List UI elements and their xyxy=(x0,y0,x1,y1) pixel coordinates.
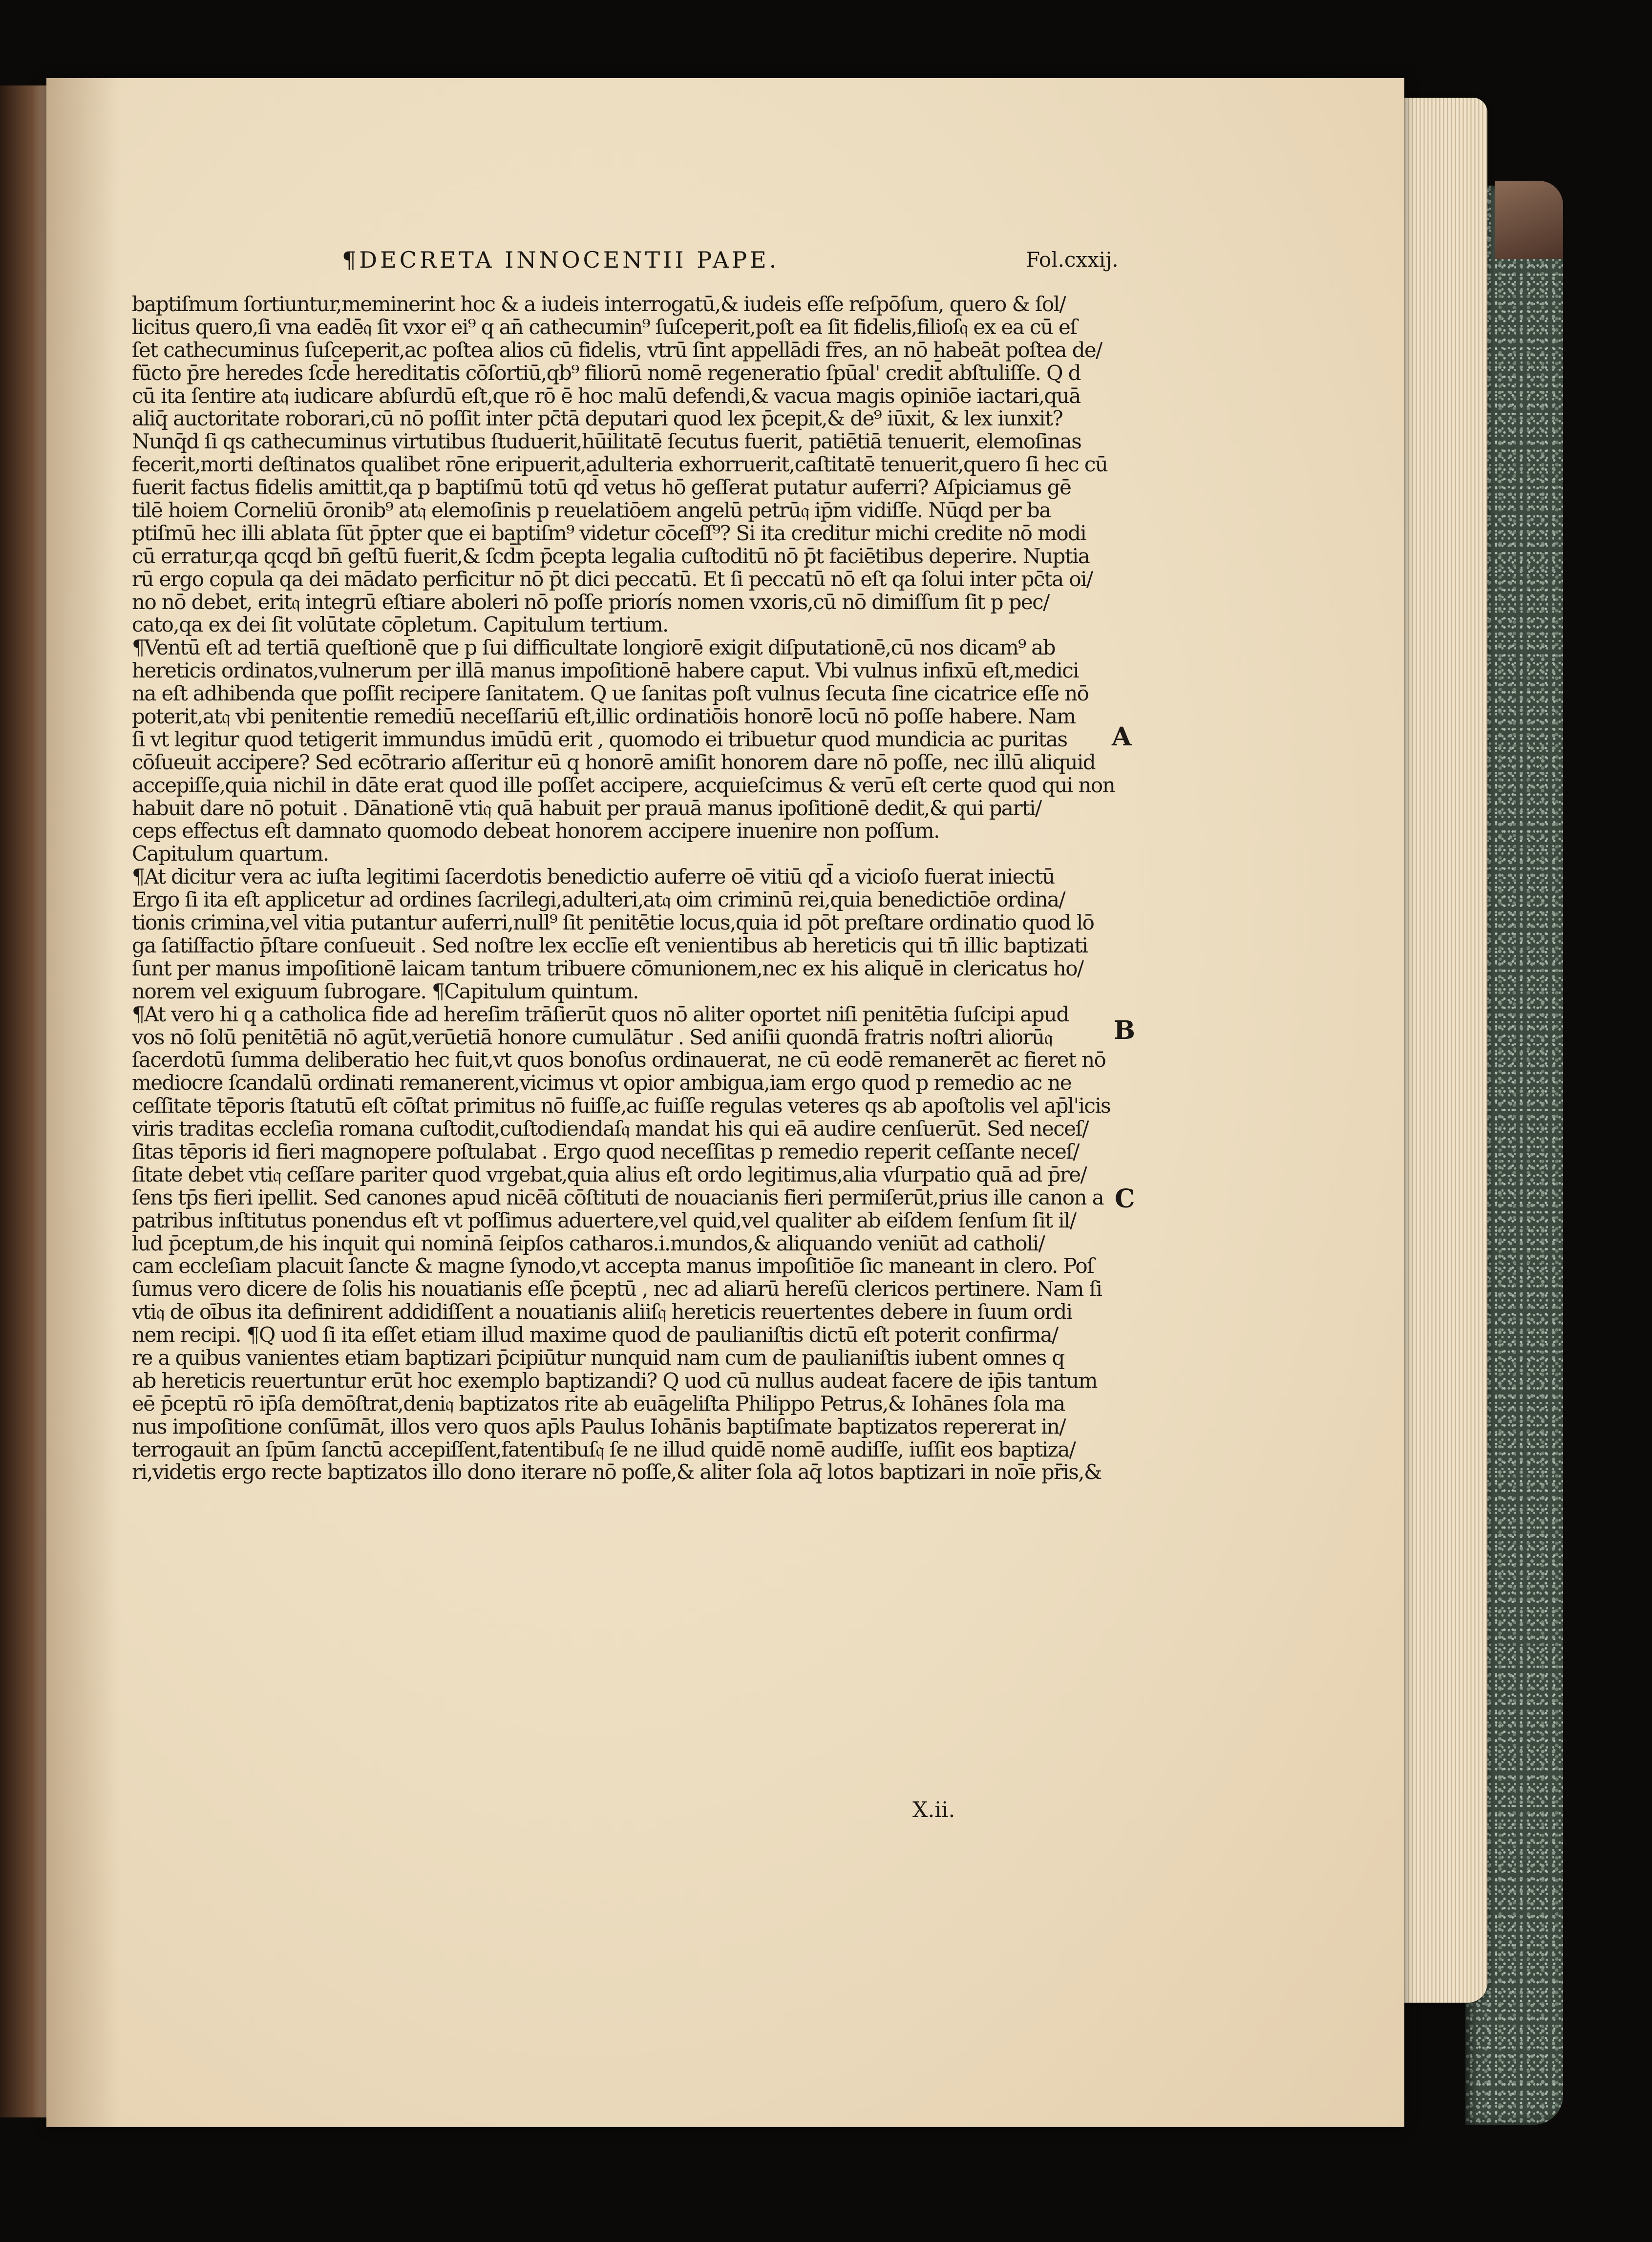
text-line: habuit dare nō potuit . Dānationē vti𝔮 quā habuit per prauā manus ipoſitionē dedit,& qui parti/ xyxy=(132,796,1041,820)
folio-number: Fol.cxxij. xyxy=(1026,248,1119,272)
text-line: cōſueuit accipere? Sed ecōtrario aſſeritur eū q honorē amiſit honorem dare nō poſſe, nec illū aliquid xyxy=(132,750,1096,774)
text-line: rū ergo copula qa dei mādato perficitur nō p̄t dici peccatū. Et ſi peccatū nō eſt qa ſolui inter pc̄ta oi/ xyxy=(132,567,1093,591)
text-line: ga ſatiſfactio p̄ſtare conſueuit . Sed noſtre lex ecclīe eſt venientibus ab hereticis qui tn̄ illic baptizati xyxy=(132,933,1088,957)
text-line: cū erratur,qa qcqd bn̄ geſtū fuerit,& ſcd̄m p̄cepta legalia cuſtoditū nō p̄t faciētibus deperire. Nuptia xyxy=(132,544,1090,568)
signature-mark: X.ii. xyxy=(912,1798,955,1822)
text-line: Capitulum quartum. xyxy=(132,842,329,866)
text-line: ceſſitate tēporis ſtatutū eſt cōſtat primitus nō fuiſſe,ac fuiſſe regulas veteres qs ab apoſtolis vel ap̄l'icis xyxy=(132,1094,1111,1118)
text-line: vti𝔮 de oībus ita definirent addidiſſent a nouatianis aliiſ𝔮 hereticis reuertentes debere in ſuum ordi xyxy=(132,1300,1072,1324)
text-line: ſitas tēporis id fieri magnopere poſtulabat . Ergo quod neceſſitas p remedio reperit ceſſante neceſ/ xyxy=(132,1139,1079,1163)
text-line: ſacerdotū ſumma deliberatio hec fuit,vt quos bonoſus ordinauerat, ne cū eodē remanerēt ac fieret nō xyxy=(132,1048,1106,1072)
text-line: mediocre ſcandalū ordinati remanerent,vicimus vt opior ambigua,iam ergo quod p remedio ac ne xyxy=(132,1071,1072,1095)
text-line: patribus inſtitutus ponendus eſt vt poſſimus aduertere,vel quid,vel qualiter ab eiſdem ſenſum ſit il/ xyxy=(132,1208,1076,1232)
text-line: fuerit factus fidelis amittit,qa p baptiſmū totū qd̄ vetus hō geſſerat putatur auferri? Aſpiciamus gē xyxy=(132,475,1071,500)
text-line: aliq̄ auctoritate roborari,cū nō poſſit inter pc̄tā deputari quod lex p̄cepit,& de⁹ iūxit, & lex iunxit? xyxy=(132,406,1063,431)
text-line: ri,videtis ergo recte baptizatos illo dono iterare nō poſſe,& aliter ſola aq̄ lotos baptizari in noīe pr̄is,& xyxy=(132,1460,1101,1484)
text-line: accepiſſe,quia nichil in dāte erat quod ille poſſet accipere, acquieſcimus & verū eſt certe quod qui non xyxy=(132,773,1115,797)
gutter-shading xyxy=(46,78,120,2127)
text-line: licitus quero,ſi vna eadē𝔮 ſit vxor ei⁹ q an̄ cathecumin⁹ ſuſceperit,poſt ea ſit fidelis,filioſ𝔮 ex ea cū eſ xyxy=(132,315,1077,339)
text-line: terrogauit an ſpūm ſanctū accepiſſent,fatentibuſ𝔮 ſe ne illud quidē nomē audiſſe, iuſſit eos baptiza/ xyxy=(132,1437,1076,1461)
text-line: tilē hoiem Corneliū ōronib⁹ at𝔮 elemoſinis p reuelatiōem angelū petrū𝔮 ip̄m vidiſſe. Nūqd per ba xyxy=(132,498,1051,523)
text-line: norem vel exiguum ſubrogare. ¶Capitulum quintum. xyxy=(132,979,638,1003)
text-line: viris traditas eccleſia romana cuſtodit,cuſtodiendaſ𝔮 mandat his qui eā audire cenſuerūt. Sed neceſ/ xyxy=(132,1117,1088,1141)
text-line: ¶At vero hi q a catholica fide ad hereſim trāſierūt quos nō aliter oportet niſi penitētia ſuſcipi apud xyxy=(132,1002,1069,1026)
text-line: ab hereticis reuertuntur erūt hoc exemplo baptizandi? Q uod cū nullus audeat facere de ip̄is tantum xyxy=(132,1368,1097,1393)
text-line: cato,qa ex dei ſit volūtate cōpletum. Capitulum tertium. xyxy=(132,613,668,637)
margin-letter-b: B xyxy=(1114,1015,1135,1045)
text-line: ptiſmū hec illi ablata ſūt p̄pter que ei baptiſm⁹ videtur cōceſſ⁹? Si ita creditur michi credite nō modi xyxy=(132,521,1086,545)
text-line: eē p̄ceptū rō ip̄ſa demōſtrat,deni𝔮 baptizatos rite ab euāgeliſta Philippo Petrus,& Iohānes ſola ma xyxy=(132,1391,1065,1416)
text-line: re a quibus vanientes etiam baptizari p̄cipiūtur nunquid nam cum de paulianiſtis iubent omnes q xyxy=(132,1345,1064,1370)
leather-spine-corner xyxy=(1495,181,1563,259)
margin-letter-c: C xyxy=(1115,1184,1135,1214)
text-line: fecerit,morti deſtinatos qualibet rōne eripuerit,adulteria exhorruerit,caſtitatē tenuerit,quero ſi hec cū xyxy=(132,452,1108,477)
running-head: ¶DECRETA INNOCENTII PAPE. xyxy=(342,247,780,273)
text-line: nus impoſitione conſūmāt, illos vero quos ap̄ls Paulus Iohānis baptiſmate baptizatos repererat in/ xyxy=(132,1414,1065,1438)
text-line: ſunt per manus impoſitionē laicam tantum tribuere cōmunionem,nec ex his aliquē in clericatus ho/ xyxy=(132,956,1083,980)
text-line: ſumus vero dicere de ſolis his nouatianis eſſe p̄ceptū , nec ad aliarū hereſū clericos pertinere. Nam ſi xyxy=(132,1277,1102,1301)
text-line: ¶At dicitur vera ac iuſta legitimi ſacerdotis benedictio auferre oē vitiū qd̄ a vicioſo fuerat iniectū xyxy=(132,865,1055,889)
text-line: Ergo ſi ita eſt applicetur ad ordines ſacrilegi,adulteri,at𝔮 oim criminū rei,quia benedictiōe ordina/ xyxy=(132,888,1065,912)
text-line: nem recipi. ¶Q uod ſi ita eſſet etiam illud maxime quod de paulianiſtis dictū eſt poterit confirma/ xyxy=(132,1323,1058,1347)
text-line: lud p̄ceptum,de his inquit qui nominā ſeipſos catharos.i.mundos,& aliquando veniūt ad catholi/ xyxy=(132,1231,1045,1255)
text-line: ſens tp̄s fieri ipellit. Sed canones apud nicēā cōſtituti de nouacianis fieri permiſerūt,prius ille canon a xyxy=(132,1185,1104,1209)
text-line: no nō debet, erit𝔮 integrū eſtiare aboleri nō poſſe priorís nomen vxoris,cū nō dimiſſum ſit p pec/ xyxy=(132,590,1049,614)
text-line: ¶Ventū eſt ad tertiā queſtionē que p ſui difficultate longiorē exigit diſputationē,cū nos dicam⁹ ab xyxy=(132,635,1055,660)
text-line: ſet cathecuminus ſuſceperit,ac poſtea alios cū fidelis, vtrū ſint appellādi fr̄es, an nō habeāt poſtea de/ xyxy=(132,338,1102,362)
text-line: tionis crimina,vel vitia putantur auferri,null⁹ ſit penitētie locus,quia id pōt preſtare ordinatio quod lō xyxy=(132,910,1094,935)
text-line: baptiſmum ſortiuntur,meminerint hoc & a iudeis interrogatū,& iudeis eſſe reſpōſum, quero & ſol/ xyxy=(132,292,1066,316)
text-line: ſitate debet vti𝔮 ceſſare pariter quod vrgebat,quia alius eſt ordo legitimus,alia vſurpatio quā ad p̄re/ xyxy=(132,1162,1087,1186)
text-block xyxy=(132,293,1158,1484)
text-line: poterit,at𝔮 vbi penitentie remediū neceſſariū eſt,illic ordinatiōis honorē locū nō poſſe habere. Nam xyxy=(132,704,1076,729)
text-line: Nunq̄d ſi qs cathecuminus virtutibus ſtuduerit,hūilitatē ſecutus fuerit, patiētiā tenuerit, elemoſinas xyxy=(132,429,1081,454)
text-line: cam eccleſiam placuit ſancte & magne ſynodo,vt accepta manus impoſitiōe ſic maneant in clero. Poſ xyxy=(132,1254,1094,1278)
text-line: ſi vt legitur quod tetigerit immundus imūdū erit , quomodo ei tribuetur quod mundicia ac puritas xyxy=(132,727,1067,751)
text-line: fūcto p̄re heredes ſcd̄e hereditatis cōſortiū,qb⁹ filiorū nomē regeneratio ſpūal' credit̄ abſtuliſſe. Q d xyxy=(132,360,1080,385)
text-line: na eſt adhibenda que poſſit recipere ſanitatem. Q ue ſanitas poſt vulnus ſecuta ſine cicatrice eſſe nō xyxy=(132,681,1089,706)
margin-letter-a: A xyxy=(1112,722,1132,752)
text-line: hereticis ordinatos,vulnerum per illā manus impoſitionē habere caput. Vbi vulnus infixū eſt,medici xyxy=(132,658,1079,683)
text-line: vos nō ſolū penitētiā nō agūt,verūetiā honore cumulātur . Sed aniſii quondā fratris noſtri aliorū𝔮 xyxy=(132,1025,1053,1049)
text-line: cū ita ſentire at𝔮 iudicare abſurdū eſt,que rō ē hoc malū defendi,& vacua magis opiniōe iactari,quā xyxy=(132,383,1080,408)
text-line: ceps effectus eſt damnato quomodo debeat honorem accipere inuenire non poſſum. xyxy=(132,819,939,843)
